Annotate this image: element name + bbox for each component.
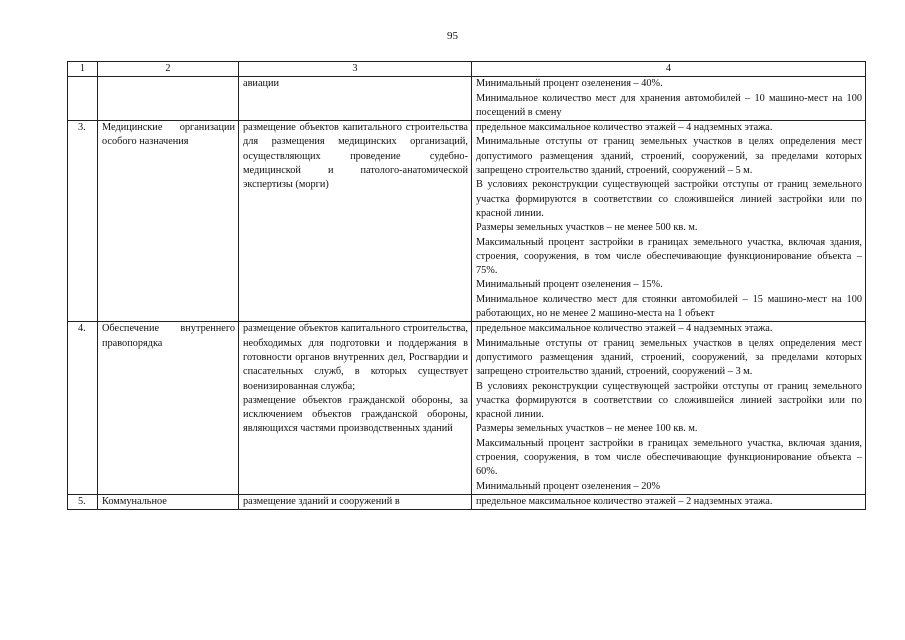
- row-number-cell: 5.: [68, 494, 98, 509]
- table-row: [68, 494, 866, 509]
- cell-paragraph: Минимальный процент озеленения – 40%.: [476, 78, 663, 90]
- cell-paragraph: Минимальные отступы от границ земельных участков в целях определения мест допустимого размещения зданий, строений, сооружений, за пределами которых запрещено строительство зданий, строений, сооружений – 3 м.: [476, 337, 862, 378]
- table-row: [68, 121, 866, 322]
- zoning-table: [67, 61, 866, 510]
- table-header-row: [68, 62, 866, 77]
- cell-paragraph: предельное максимальное количество этажей – 4 надземных этажа.: [476, 122, 773, 134]
- cell-paragraph: Коммунальное: [102, 495, 167, 507]
- row-number-cell: [68, 77, 98, 121]
- parameters-cell: [472, 77, 866, 121]
- cell-paragraph: Размеры земельных участков – не менее 500 кв. м.: [476, 222, 698, 234]
- parameters-cell: [472, 322, 866, 495]
- cell-paragraph: Минимальный процент озеленения – 15%.: [476, 279, 663, 291]
- use-description-cell: [239, 77, 472, 121]
- table-row: [68, 322, 866, 495]
- header-cell-4: 4: [472, 62, 866, 77]
- cell-paragraph: Максимальный процент застройки в границах земельного участка, включая здания, строения, сооружения, в том числе обеспечивающие функционирование объекта – 75%.: [476, 236, 862, 277]
- cell-paragraph: Минимальные отступы от границ земельных участков в целях определения мест допустимого размещения зданий, строений, сооружений, за пределами которых запрещено строительство зданий, строений, сооружений – 5 м.: [476, 136, 862, 177]
- cell-paragraph: В условиях реконструкции существующей застройки отступы от границ земельного участка формируются в соответствии со сложившейся линией застройки или по красной линии.: [476, 179, 862, 219]
- cell-paragraph: авиации: [243, 78, 280, 90]
- cell-paragraph: Максимальный процент застройки в границах земельного участка, включая здания, строения, сооружения, в том числе обеспечивающие функционирование объекта – 60%.: [476, 437, 862, 478]
- row-number-cell: 3.: [68, 121, 98, 322]
- cell-paragraph: предельное максимальное количество этажей – 2 надземных этажа.: [476, 495, 773, 507]
- use-description-cell: [239, 121, 472, 322]
- cell-paragraph: Минимальное количество мест для стоянки автомобилей – 15 машино-мест на 100 работающих, но не менее 2 машино-места на 1 объект: [476, 293, 862, 320]
- row-number-cell: 4.: [68, 322, 98, 495]
- cell-paragraph: размещение зданий и сооружений в: [243, 495, 400, 507]
- cell-paragraph: Минимальное количество мест для хранения автомобилей – 10 машино-мест на 100 посещений в смену: [476, 92, 862, 118]
- header-cell-2: 2: [98, 62, 239, 77]
- table-row: [68, 77, 866, 121]
- cell-paragraph: размещение объектов капитального строительства для размещения медицинских организаций, осуществляющих проведение судебно-медицинской и патолого-анатомической экспертизы (морги): [243, 122, 468, 191]
- cell-paragraph: В условиях реконструкции существующей застройки отступы от границ земельного участка формируются в соответствии со сложившейся линией застройки или по красной линии.: [476, 380, 862, 421]
- use-name-cell: [98, 494, 239, 509]
- cell-paragraph: Обеспечение внутреннего правопорядка: [102, 323, 235, 349]
- parameters-cell: [472, 121, 866, 322]
- parameters-cell: [472, 494, 866, 509]
- page-number: 95: [447, 30, 458, 42]
- header-cell-1: 1: [68, 62, 98, 77]
- cell-paragraph: Медицинские организации особого назначения: [102, 122, 235, 148]
- cell-paragraph: размещение объектов капитального строительства, необходимых для подготовки и поддержания в готовности органов внутренних дел, Росгвардии и спасательных служб, в которых существует военизированная служба;: [243, 323, 468, 392]
- cell-paragraph: размещение объектов гражданской обороны, за исключением объектов гражданской обороны, являющихся частями производственных зданий: [243, 394, 468, 435]
- header-cell-3: 3: [239, 62, 472, 77]
- cell-paragraph: Размеры земельных участков – не менее 100 кв. м.: [476, 423, 698, 435]
- cell-paragraph: предельное максимальное количество этажей – 4 надземных этажа.: [476, 323, 773, 335]
- use-name-cell: [98, 322, 239, 495]
- use-description-cell: [239, 494, 472, 509]
- use-name-cell: [98, 121, 239, 322]
- cell-paragraph: Минимальный процент озеленения – 20%: [476, 480, 661, 492]
- use-description-cell: [239, 322, 472, 495]
- use-name-cell: [98, 77, 239, 121]
